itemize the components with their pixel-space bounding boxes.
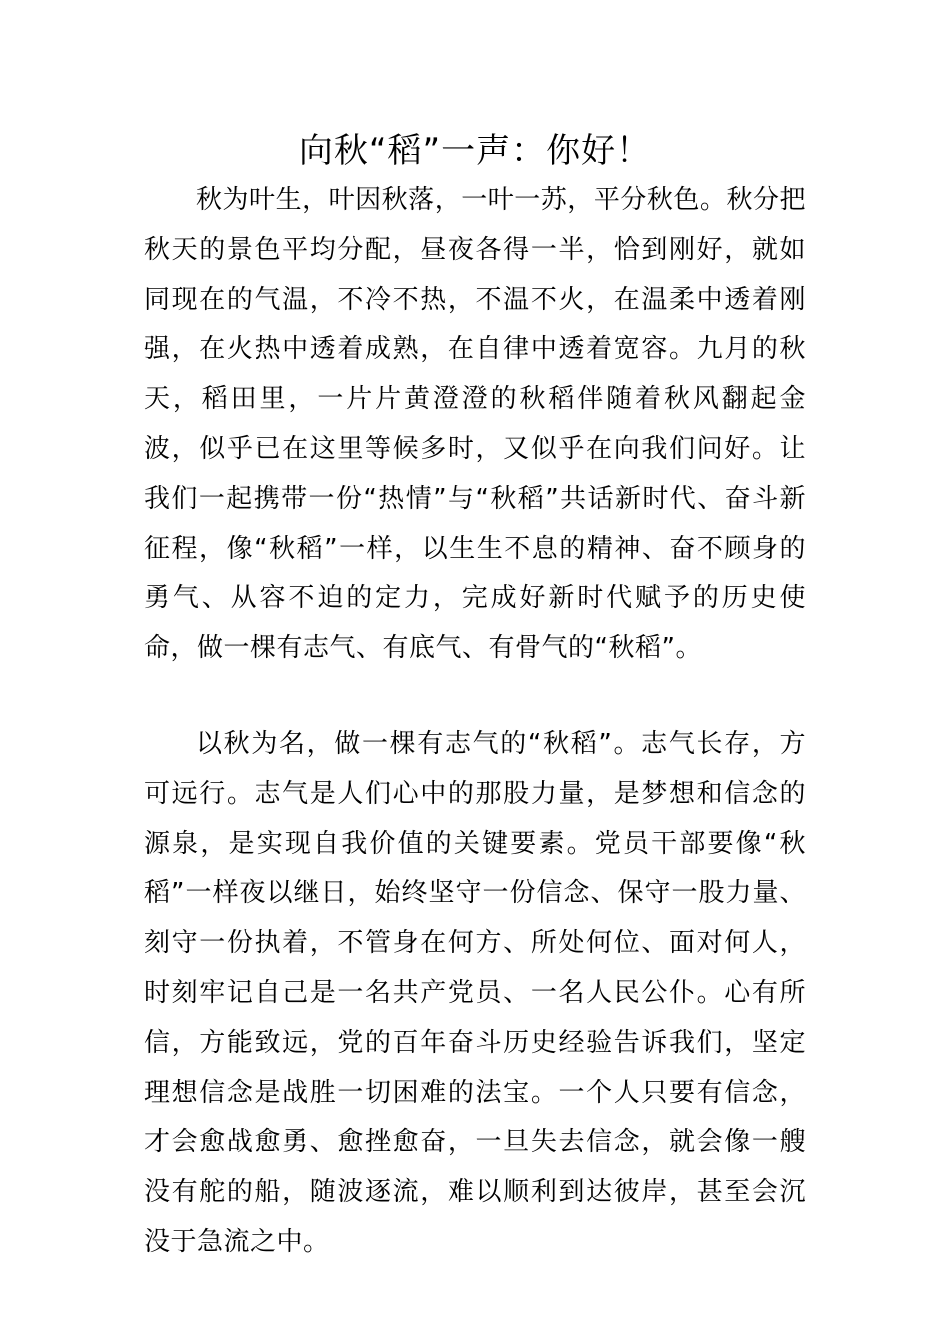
document-body (144, 176, 806, 1268)
document-title: 向秋“稻”一声：你好！ (298, 131, 652, 171)
paragraph-ambition: 以秋为名，做一棵有志气的“秋稻”。志气长存，方可远行。志气是人们心中的那股力量，是梦想和信念的源泉，是实现自我价值的关键要素。党员干部要像“秋稻”一样夜以继日，始终坚守一份信念、保守一股力量、刻守一份执着，不管身在何方、所处何位、面对何人，时刻牢记自己是一名共产党员、一名人民公仆。心有所信，方能致远，党的百年奋斗历史经验告诉我们，坚定理想信念是战胜一切困难的法宝。一个人只要有信念，才会愈战愈勇、愈挫愈奋，一旦失去信念，就会像一艘没有舵的船，随波逐流，难以顺利到达彼岸，甚至会沉没于急流之中。 (144, 728, 806, 1257)
paragraph-intro: 秋为叶生，叶因秋落，一叶一苏，平分秋色。秋分把秋天的景色平均分配，昼夜各得一半，恰到刚好，就如同现在的气温，不冷不热，不温不火，在温柔中透着刚强，在火热中透着成熟，在自律中透着宽容。九月的秋天，稻田里，一片片黄澄澄的秋稻伴随着秋风翻起金波，似乎已在这里等候多时，又似乎在向我们问好。让我们一起携带一份“热情”与“秋稻”共话新时代、奋斗新征程，像“秋稻”一样，以生生不息的精神、奋不顾身的勇气、从容不迫的定力，完成好新时代赋予的历史使命，做一棵有志气、有底气、有骨气的“秋稻”。 (144, 185, 806, 664)
